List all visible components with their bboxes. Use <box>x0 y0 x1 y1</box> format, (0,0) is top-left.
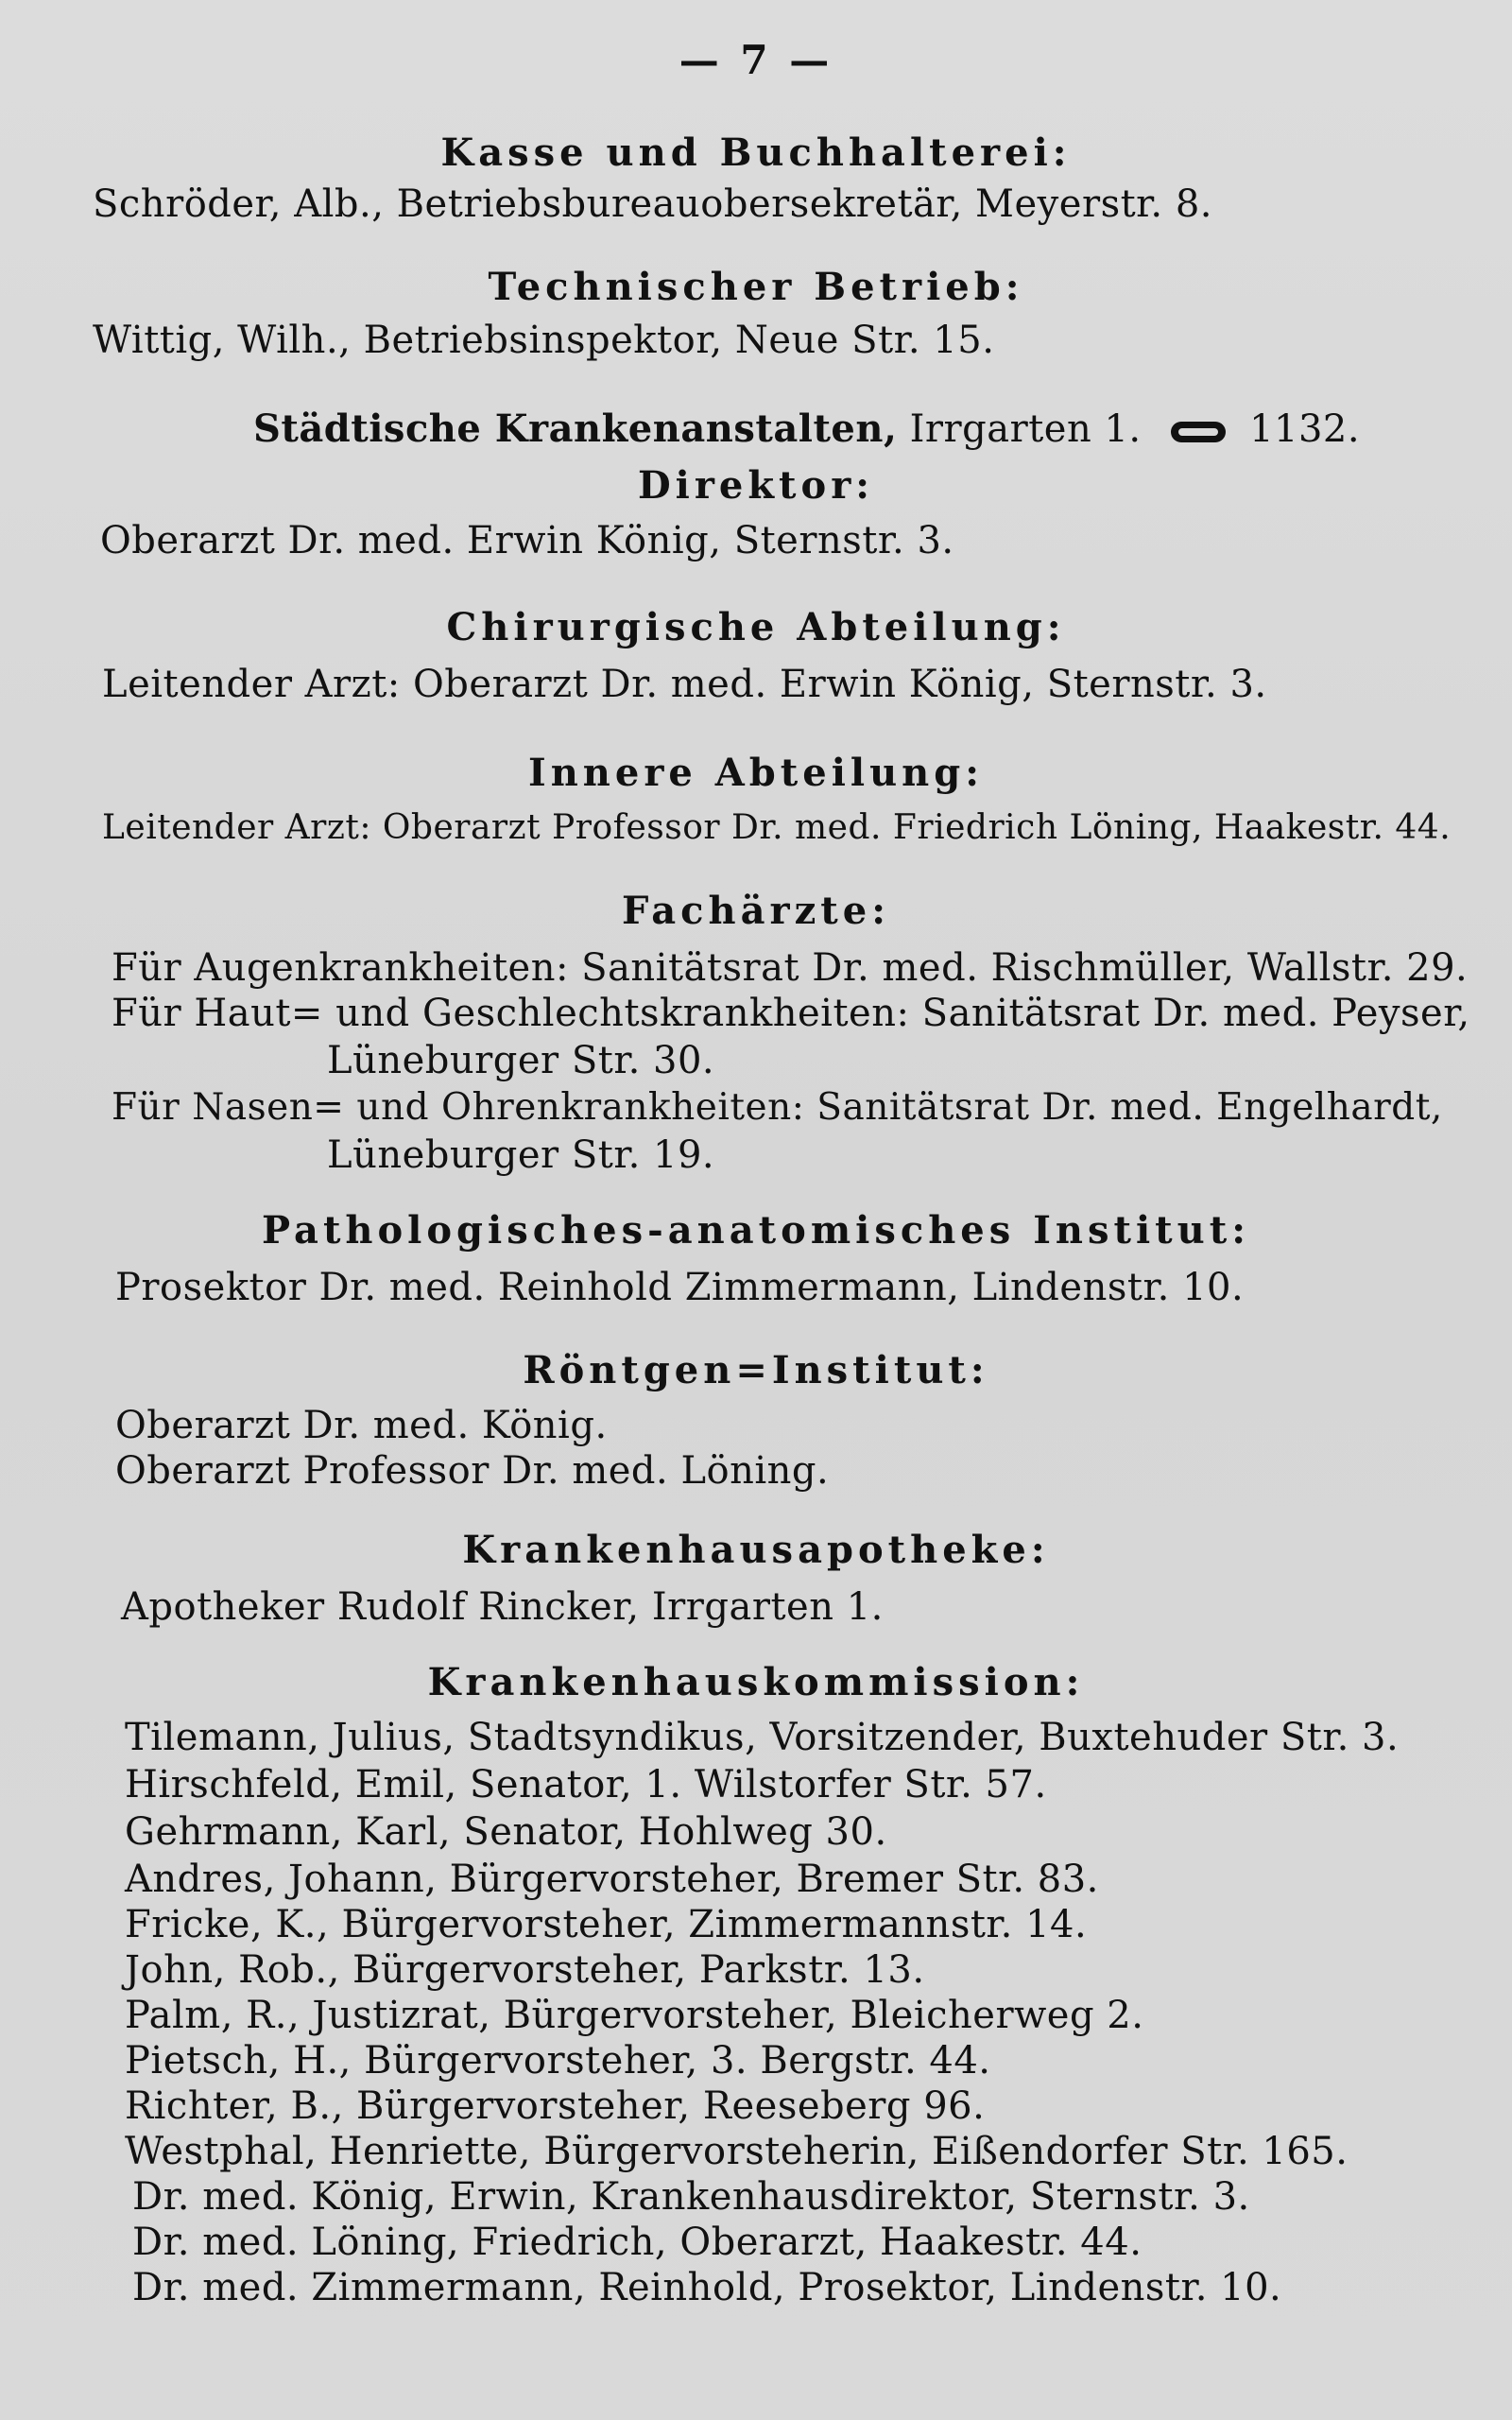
entry-line: Tilemann, Julius, Stadtsyndikus, Vorsitzender, Buxtehuder Str. 3. <box>125 1716 1400 1759</box>
section-heading-technisch: Technischer Betrieb: <box>488 265 1024 309</box>
entry-line: Oberarzt Professor Dr. med. Löning. <box>115 1449 830 1493</box>
institution-title <box>253 406 1360 452</box>
entry-line: Dr. med. Löning, Friedrich, Oberarzt, Haakestr. 44. <box>132 2221 1143 2264</box>
entry-line: Palm, R., Justizrat, Bürgervorsteher, Bleicherweg 2. <box>125 1994 1144 2037</box>
entry-line: John, Rob., Bürgervorsteher, Parkstr. 13. <box>125 1948 925 1992</box>
phone-number: 1132. <box>1249 407 1361 451</box>
section-heading-innere: Innere Abteilung: <box>528 751 984 795</box>
entry-line: Andres, Johann, Bürgervorsteher, Bremer Str. 83. <box>125 1858 1099 1901</box>
entry-line: Dr. med. Zimmermann, Reinhold, Prosektor, Lindenstr. 10. <box>132 2266 1282 2309</box>
entry-line: Schröder, Alb., Betriebsbureauobersekretär, Meyerstr. 8. <box>93 182 1212 226</box>
section-heading-direktor: Direktor: <box>637 463 875 508</box>
entry-line: Prosektor Dr. med. Reinhold Zimmermann, Lindenstr. 10. <box>115 1266 1245 1309</box>
entry-line: Apotheker Rudolf Rincker, Irrgarten 1. <box>121 1585 884 1629</box>
entry-line: Leitender Arzt: Oberarzt Dr. med. Erwin König, Sternstr. 3. <box>102 663 1267 706</box>
page-number: — 7 — <box>679 37 833 83</box>
entry-line: Leitender Arzt: Oberarzt Professor Dr. med. Friedrich Löning, Haakestr. 44. <box>102 808 1452 847</box>
section-heading-apotheke: Krankenhausapotheke: <box>462 1528 1050 1572</box>
section-heading-chirurgisch: Chirurgische Abteilung: <box>446 605 1066 649</box>
entry-line: Lüneburger Str. 19. <box>327 1133 715 1177</box>
entry-line: Hirschfeld, Emil, Senator, 1. Wilstorfer Str. 57. <box>125 1763 1047 1806</box>
entry-line: Für Haut= und Geschlechtskrankheiten: Sanitätsrat Dr. med. Peyser, <box>112 992 1470 1035</box>
section-heading-roentgen: Röntgen=Institut: <box>523 1348 989 1392</box>
entry-line: Fricke, K., Bürgervorsteher, Zimmermannstr. 14. <box>125 1903 1088 1946</box>
entry-line: Gehrmann, Karl, Senator, Hohlweg 30. <box>125 1810 887 1854</box>
section-heading-pathologie: Pathologisches-anatomisches Institut: <box>262 1208 1250 1253</box>
entry-line: Für Augenkrankheiten: Sanitätsrat Dr. med. Rischmüller, Wallstr. 29. <box>112 946 1469 990</box>
entry-line: Wittig, Wilh., Betriebsinspektor, Neue Str. 15. <box>93 319 995 362</box>
telephone-icon <box>1171 422 1226 442</box>
institution-address: Irrgarten 1. <box>909 407 1142 451</box>
entry-line: Richter, B., Bürgervorsteher, Reeseberg 96. <box>125 2084 986 2128</box>
entry-line: Pietsch, H., Bürgervorsteher, 3. Bergstr. 44. <box>125 2039 991 2083</box>
section-heading-kommission: Krankenhauskommission: <box>427 1660 1085 1704</box>
entry-line: Für Nasen= und Ohrenkrankheiten: Sanitätsrat Dr. med. Engelhardt, <box>112 1086 1443 1129</box>
section-heading-fachaerzte: Fachärzte: <box>622 889 890 933</box>
entry-line: Lüneburger Str. 30. <box>327 1039 715 1082</box>
entry-line: Oberarzt Dr. med. König. <box>115 1404 608 1447</box>
section-heading-kasse: Kasse und Buchhalterei: <box>440 130 1072 175</box>
entry-line: Oberarzt Dr. med. Erwin König, Sternstr. 3. <box>100 519 954 562</box>
institution-name: Städtische Krankenanstalten, <box>253 406 898 451</box>
entry-line: Westphal, Henriette, Bürgervorsteherin, Eißendorfer Str. 165. <box>125 2130 1349 2173</box>
entry-line: Dr. med. König, Erwin, Krankenhausdirektor, Sternstr. 3. <box>132 2175 1250 2219</box>
